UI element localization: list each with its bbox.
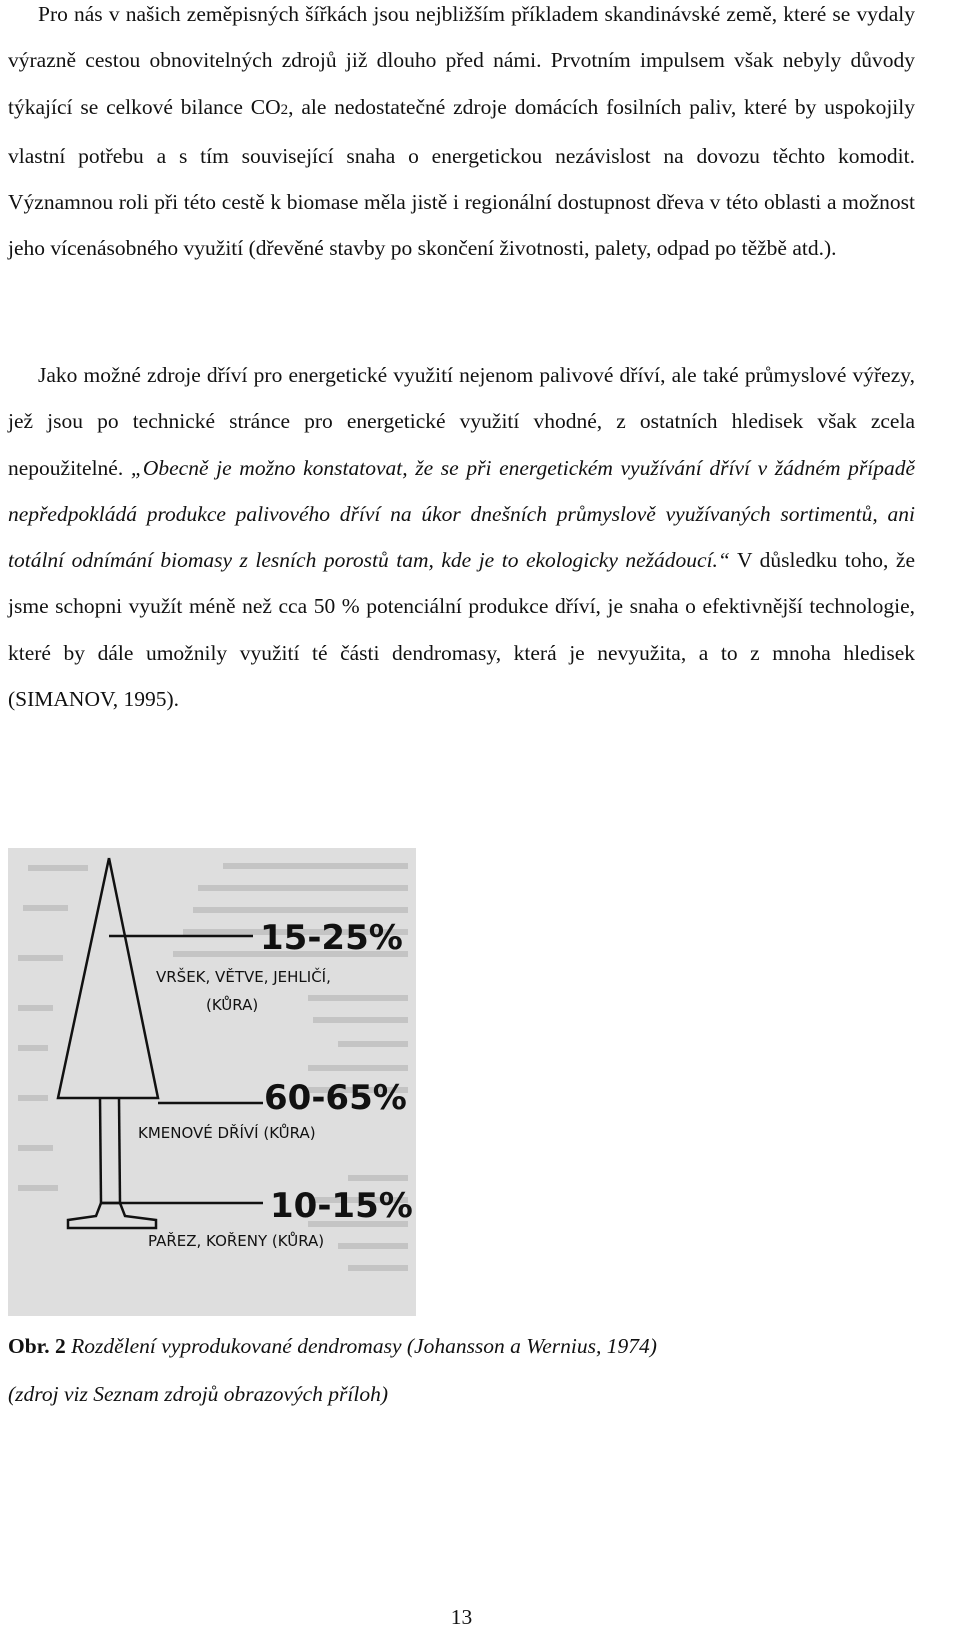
paragraph-2-end: V důsledku toho, že jsme schopni využít méně než cca 50 % potenciální produkce dříví, je snaha o efektivnější technologie, které by dále umožnily využití té části dendromasy, která je nevyužita, a to z mnoha hledisek (SIMANOV, 1995).	[8, 548, 915, 712]
label-bot-pct: 10-15%	[270, 1186, 413, 1226]
caption-line-2: (zdroj viz Seznam zdrojů obrazových příloh)	[8, 1382, 389, 1406]
label-mid-text: KMENOVÉ DŘÍVÍ (KŮRA)	[138, 1124, 316, 1142]
caption-line-1	[8, 1322, 657, 1370]
label-mid-pct: 60-65%	[264, 1078, 407, 1118]
paragraph-2-start: Jako možné zdroje dříví pro energetické využití nejenom palivové dříví, ale také průmyslové výřezy, jež jsou po technické stránce pro energetické využití vhodné, z ostatních hledisek však zcela nepoužitelné.	[8, 363, 915, 480]
caption-title: Rozdělení vyprodukované dendromasy (Johansson a Wernius, 1974)	[65, 1334, 657, 1358]
paragraph-1	[8, 0, 915, 272]
co2-subscript: 2	[280, 101, 289, 118]
paragraph-1-part-a: Pro nás v našich zeměpisných šířkách jsou nejbližším příkladem skandinávské země, které se vydaly výrazně cestou obnovitelných zdrojů již dlouho před námi. Prvotním impulsem však nebyly důvody týkající se celkové bilance CO	[8, 2, 915, 119]
label-top-pct: 15-25%	[260, 918, 403, 958]
label-top-sub: (KŮRA)	[206, 996, 259, 1014]
dendromass-figure	[8, 848, 416, 1316]
page-number: 13	[450, 1605, 473, 1629]
caption-label: Obr. 2	[8, 1334, 66, 1358]
paragraph-1-part-b: , ale nedostatečné zdroje domácích fosilních paliv, které by uspokojily vlastní potřebu a s tím související snaha o energetickou nezávislost na dovozu těchto komodit. Významnou roli při této cestě k biomase měla jistě i regionální dostupnost dřeva v této oblasti a možnost jeho vícenásobného využití (dřevěné stavby po skončení životnosti, palety, odpad po těžbě atd.).	[8, 94, 916, 261]
label-top-text: VRŠEK, VĚTVE, JEHLIČÍ,	[156, 968, 331, 986]
paragraph-2	[8, 352, 915, 722]
paragraph-2-quote: „Obecně je možno konstatovat, že se při energetickém využívání dříví v žádném případě nepředpokládá produkce palivového dříví na úkor dnešních průmyslově využívaných sortimentů, ani totální odnímání biomasy z lesních porostů tam, kde je to ekologicky nežádoucí.“	[8, 455, 916, 573]
figure-caption	[8, 1322, 657, 1418]
label-bot-text: PAŘEZ, KOŘENY (KŮRA)	[148, 1232, 325, 1250]
